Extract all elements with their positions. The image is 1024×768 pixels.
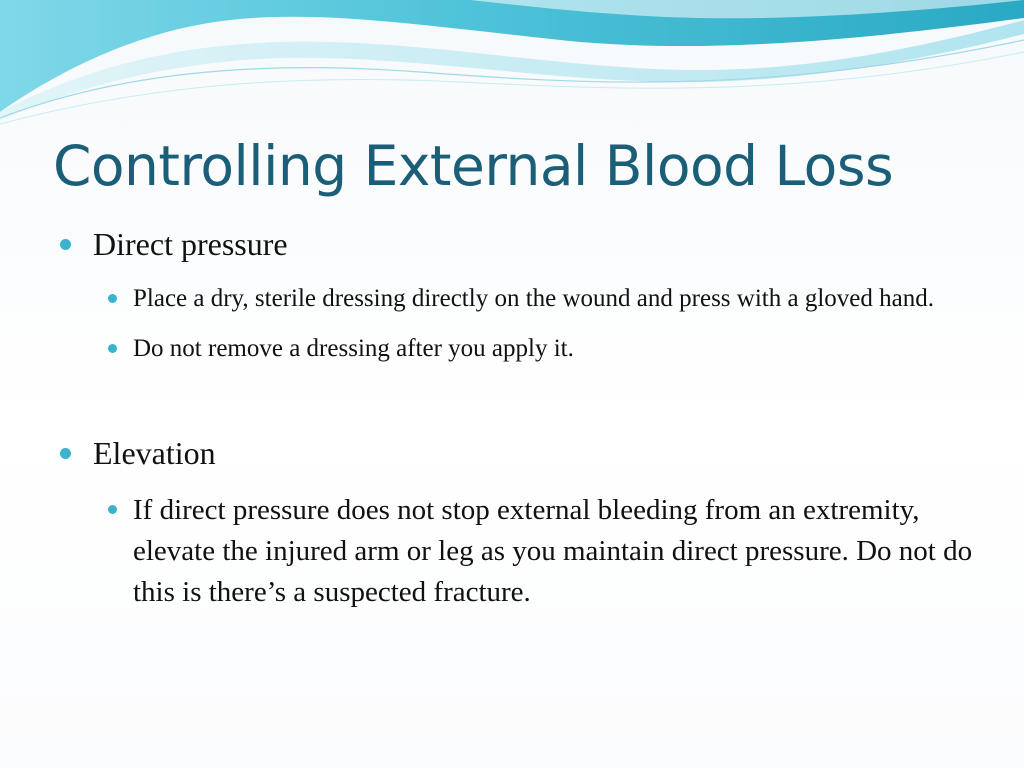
bullet-heading: Elevation [93,435,216,471]
bullet-dot-icon [60,448,71,459]
bullet-dot-icon [108,344,117,353]
sub-bullet [58,331,978,366]
sub-bullet-text: If direct pressure does not stop external bleeding from an extremity, elevate the injured arm or leg as you maintain direct pressure. Do not do this is there’s a suspected fracture. [133,494,973,608]
bullet-dot-icon [108,294,117,303]
header-swoosh-decoration [0,0,1024,130]
sub-bullet [58,490,978,613]
slide-title: Controlling External Blood Loss [53,134,894,198]
bullet-direct-pressure [58,224,978,264]
bullet-elevation [58,433,978,473]
bullet-list [58,224,978,613]
bullet-dot-icon [108,505,117,514]
sub-bullet-text: Place a dry, sterile dressing directly on the wound and press with a gloved hand. [133,285,934,312]
bullet-dot-icon [60,239,71,250]
bullet-heading: Direct pressure [93,226,288,262]
sub-bullet-text: Do not remove a dressing after you apply it. [133,335,574,362]
sub-bullet [58,281,978,316]
